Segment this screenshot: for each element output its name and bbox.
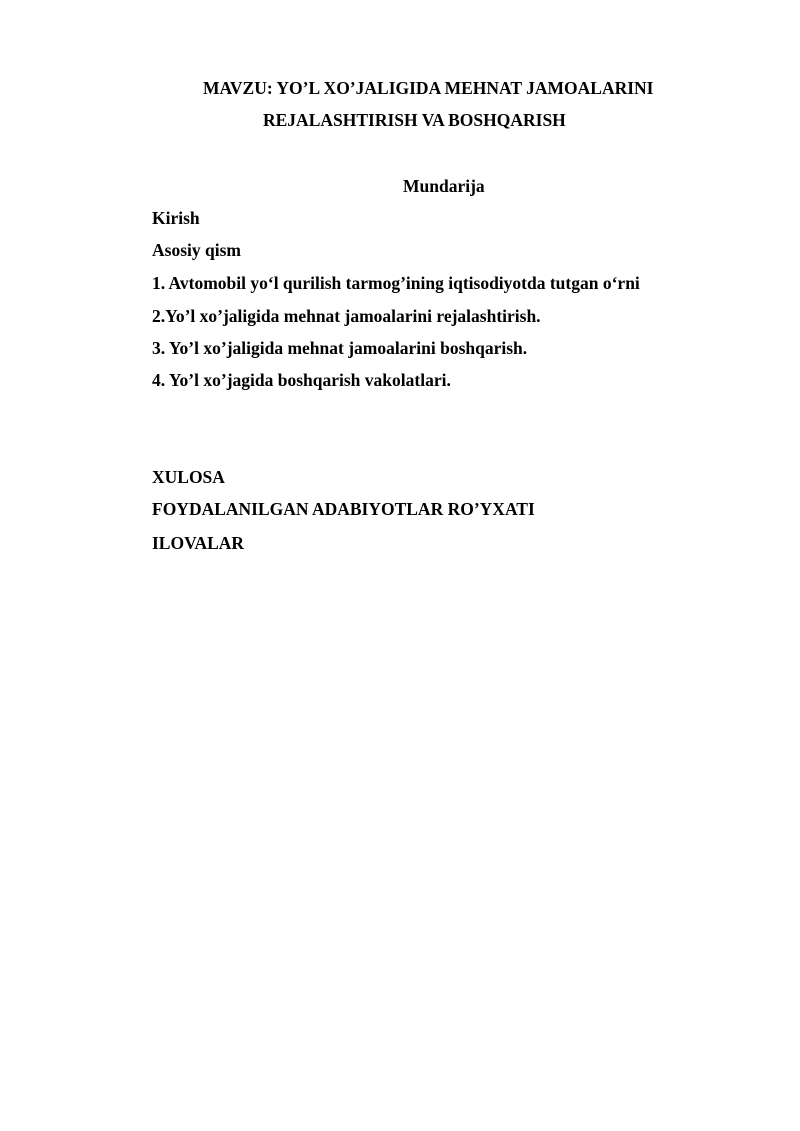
toc-item-asosiy-qism: Asosiy qism <box>152 240 241 260</box>
document-title-line-1: MAVZU: YO’L XO’JALIGIDA MEHNAT JAMOALARINI <box>203 78 654 98</box>
toc-item-adabiyotlar: FOYDALANILGAN ADABIYOTLAR RO’YXATI <box>152 499 535 519</box>
toc-item-xulosa: XULOSA <box>152 467 225 487</box>
document-title-line-2: REJALASHTIRISH VA BOSHQARISH <box>263 110 566 130</box>
toc-heading: Mundarija <box>403 176 485 196</box>
toc-item-2: 2.Yo’l xo’jaligida mehnat jamoalarini rejalashtirish. <box>152 306 541 326</box>
toc-item-1: 1. Avtomobil yo‘l qurilish tarmog’ining iqtisodiyotda tutgan o‘rni <box>152 273 640 293</box>
toc-item-kirish: Kirish <box>152 208 200 228</box>
toc-item-ilovalar: ILOVALAR <box>152 533 245 553</box>
toc-item-3: 3. Yo’l xo’jaligida mehnat jamoalarini boshqarish. <box>152 338 528 358</box>
toc-item-4: 4. Yo’l xo’jagida boshqarish vakolatlari. <box>152 370 451 390</box>
